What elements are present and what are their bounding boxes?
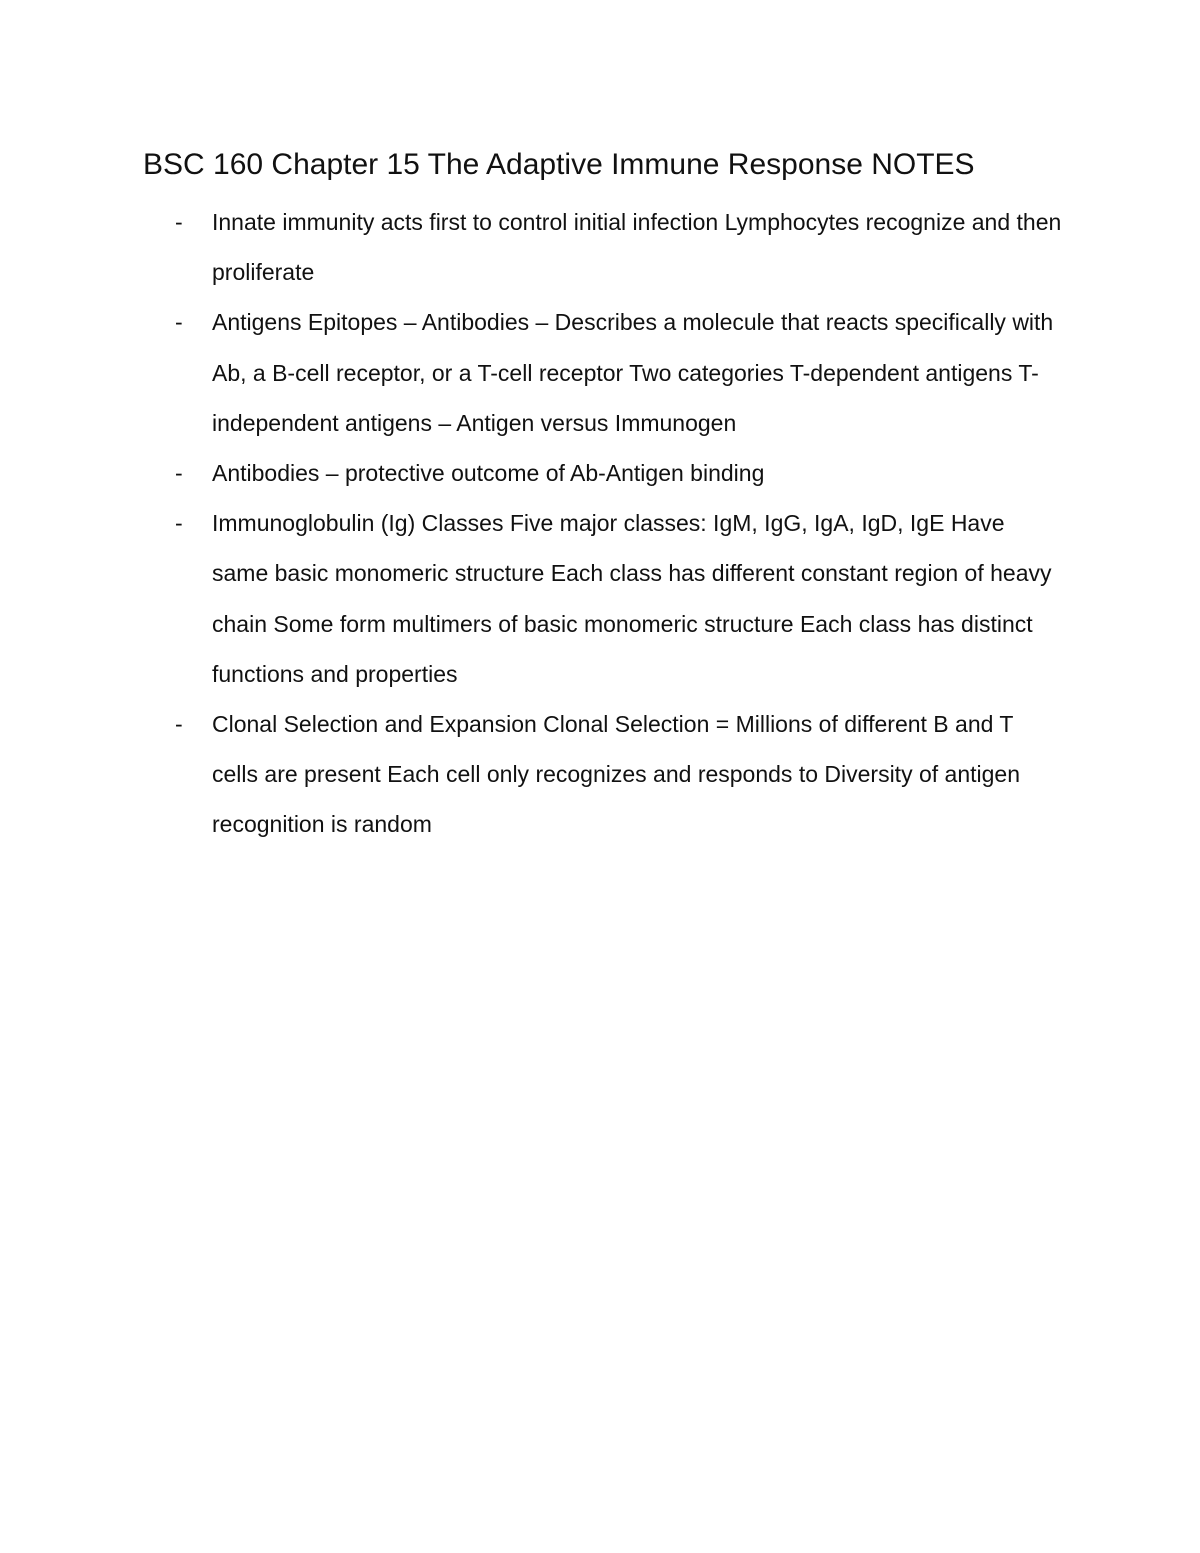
list-item [0,498,1062,699]
note-text: Antigens Epitopes – Antibodies – Describes a molecule that reacts specifically with Ab, a B-cell receptor, or a T-cell receptor Two categories T-dependent antigens T-independent antigens – Antigen versus Immunogen [212,309,1054,436]
list-item [0,297,1062,448]
note-text: Antibodies – protective outcome of Ab-Antigen binding [212,460,765,487]
page-title: BSC 160 Chapter 15 The Adaptive Immune Response NOTES [143,148,975,181]
list-item [0,448,1062,498]
bullet-dash: - [175,711,183,738]
note-text: Innate immunity acts first to control initial infection Lymphocytes recognize and then proliferate [212,209,1062,286]
bullet-dash: - [175,460,183,487]
bullet-dash: - [175,309,183,336]
notes-list [0,197,1200,850]
list-item [0,197,1062,297]
note-text: Clonal Selection and Expansion Clonal Selection = Millions of different B and T cells are present Each cell only recognizes and responds to Diversity of antigen recognition is random [212,711,1020,838]
list-item [0,699,1062,850]
bullet-dash: - [175,510,183,537]
note-text: Immunoglobulin (Ig) Classes Five major classes: IgM, IgG, IgA, IgD, IgE Have same basic monomeric structure Each class has different constant region of heavy chain Some form multimers of basic monomeric structure Each class has distinct functions and properties [212,510,1052,687]
bullet-dash: - [175,209,183,235]
